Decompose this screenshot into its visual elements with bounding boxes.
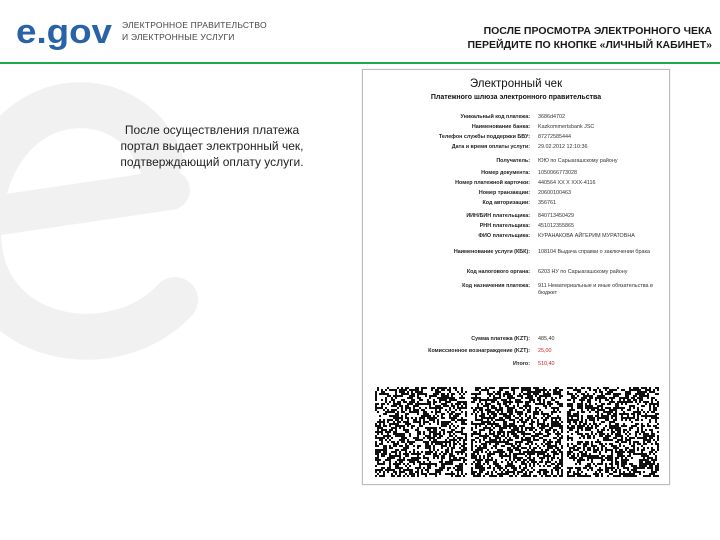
instruction-line-1: ПОСЛЕ ПРОСМОТРА ЭЛЕКТРОННОГО ЧЕКА (483, 25, 712, 37)
logo-text: e.gov (16, 13, 113, 51)
receipt-row-value: 25,00 (538, 348, 552, 354)
receipt-row-label: Получатель: (496, 158, 530, 164)
receipt-row-value: 510,40 (538, 361, 555, 367)
receipt-row (371, 336, 661, 346)
receipt-row (371, 233, 661, 243)
receipt-row-value: Kazkommertsbank JSC (538, 124, 595, 130)
receipt-row-value: 911 Нематериальные и иные обязательства в бюджет (538, 283, 653, 296)
instruction-line-2: ПЕРЕЙДИТЕ ПО КНОПКЕ «ЛИЧНЫЙ КАБИНЕТ» (467, 39, 712, 51)
receipt-row-value: 20600100463 (538, 190, 571, 196)
receipt-row (371, 361, 661, 371)
barcode-3 (567, 387, 659, 477)
caption-line-1: После осуществления платежа (124, 123, 300, 137)
receipt-row-value: 6203 НУ по Сарыагашскому району (538, 269, 628, 275)
org-title-line-2: И ЭЛЕКТРОННЫЕ УСЛУГИ (122, 32, 235, 42)
receipt-row (371, 200, 661, 210)
receipt-row-value: 451012355865 (538, 223, 574, 229)
org-title-line-1: ЭЛЕКТРОННОЕ ПРАВИТЕЛЬСТВО (122, 20, 267, 30)
receipt-row-value: 1050066773028 (538, 170, 577, 176)
receipt-row-label: Код назначения платежа: (462, 283, 530, 289)
receipt-row-value: 840713450429 (538, 213, 574, 219)
receipt-row (371, 114, 661, 124)
receipt-row-value: 108104 Выдача справки о заключении брака (538, 249, 650, 255)
caption-line-2: портал выдает электронный чек, (120, 139, 304, 153)
receipt-row (371, 124, 661, 134)
receipt-row (371, 283, 661, 296)
slide-caption (72, 122, 352, 170)
receipt-row-label: Сумма платежа (KZT): (471, 336, 530, 342)
receipt-row-label: Комиссионное вознаграждение (KZT): (428, 348, 530, 354)
receipt-row-value: 485,40 (538, 336, 555, 342)
barcode-2 (471, 387, 563, 477)
receipt-row (371, 134, 661, 144)
electronic-receipt (362, 69, 670, 485)
receipt-row-label: Телефон службы поддержки БВУ: (438, 134, 530, 140)
receipt-row-label: Наименование банка: (471, 124, 530, 130)
receipt-row-label: Наименование услуги (КБК): (453, 249, 530, 255)
receipt-row (371, 213, 661, 223)
receipt-row (371, 348, 661, 358)
receipt-row-label: Код авторизации: (482, 200, 530, 206)
barcode-1 (375, 387, 467, 477)
receipt-row-value: КУРАНАКОВА АЙГЕРИМ МУРАТОВНА (538, 233, 635, 239)
receipt-row-value: 3686d4702 (538, 114, 565, 120)
receipt-row-value: 29.02.2012 12:10:36 (538, 144, 588, 150)
receipt-row (371, 144, 661, 154)
receipt-row (371, 158, 661, 168)
receipt-row-label: ФИО плательщика: (478, 233, 530, 239)
receipt-row (371, 170, 661, 180)
receipt-row-label: РНН плательщика: (479, 223, 530, 229)
org-title (122, 19, 267, 43)
receipt-row-value: 356761 (538, 200, 556, 206)
receipt-row-label: Итого: (513, 361, 530, 367)
receipt-row-label: Номер транзакции: (478, 190, 530, 196)
receipt-subtitle: Платежного шлюза электронного правительства (430, 94, 602, 101)
header-divider (0, 62, 720, 64)
receipt-row (371, 223, 661, 233)
receipt-row-label: Номер документа: (481, 170, 530, 176)
receipt-row-label: Код налогового органа: (466, 269, 530, 275)
receipt-row (371, 180, 661, 190)
receipt-row (371, 190, 661, 200)
receipt-row-label: Дата и время оплаты услуги: (451, 144, 530, 150)
caption-line-3: подтверждающий оплату услуги. (120, 155, 304, 169)
egov-logo (16, 12, 116, 52)
receipt-row-label: Номер платежной карточки: (455, 180, 530, 186)
receipt-row (371, 249, 661, 259)
receipt-row-label: Уникальный код платежа: (460, 114, 530, 120)
receipt-row (371, 269, 661, 279)
instruction-heading (392, 24, 712, 52)
receipt-row-value: 87272585444 (538, 134, 571, 140)
receipt-title: Электронный чек (469, 78, 563, 90)
background-e-watermark (0, 40, 220, 400)
receipt-row-value: ЮЮ по Сарыагашскому району (538, 158, 618, 164)
receipt-row-label: ИИН/БИН плательщика: (466, 213, 530, 219)
receipt-row-value: 440564 XX X XXX-4116 (538, 180, 596, 186)
page-header (0, 0, 720, 64)
